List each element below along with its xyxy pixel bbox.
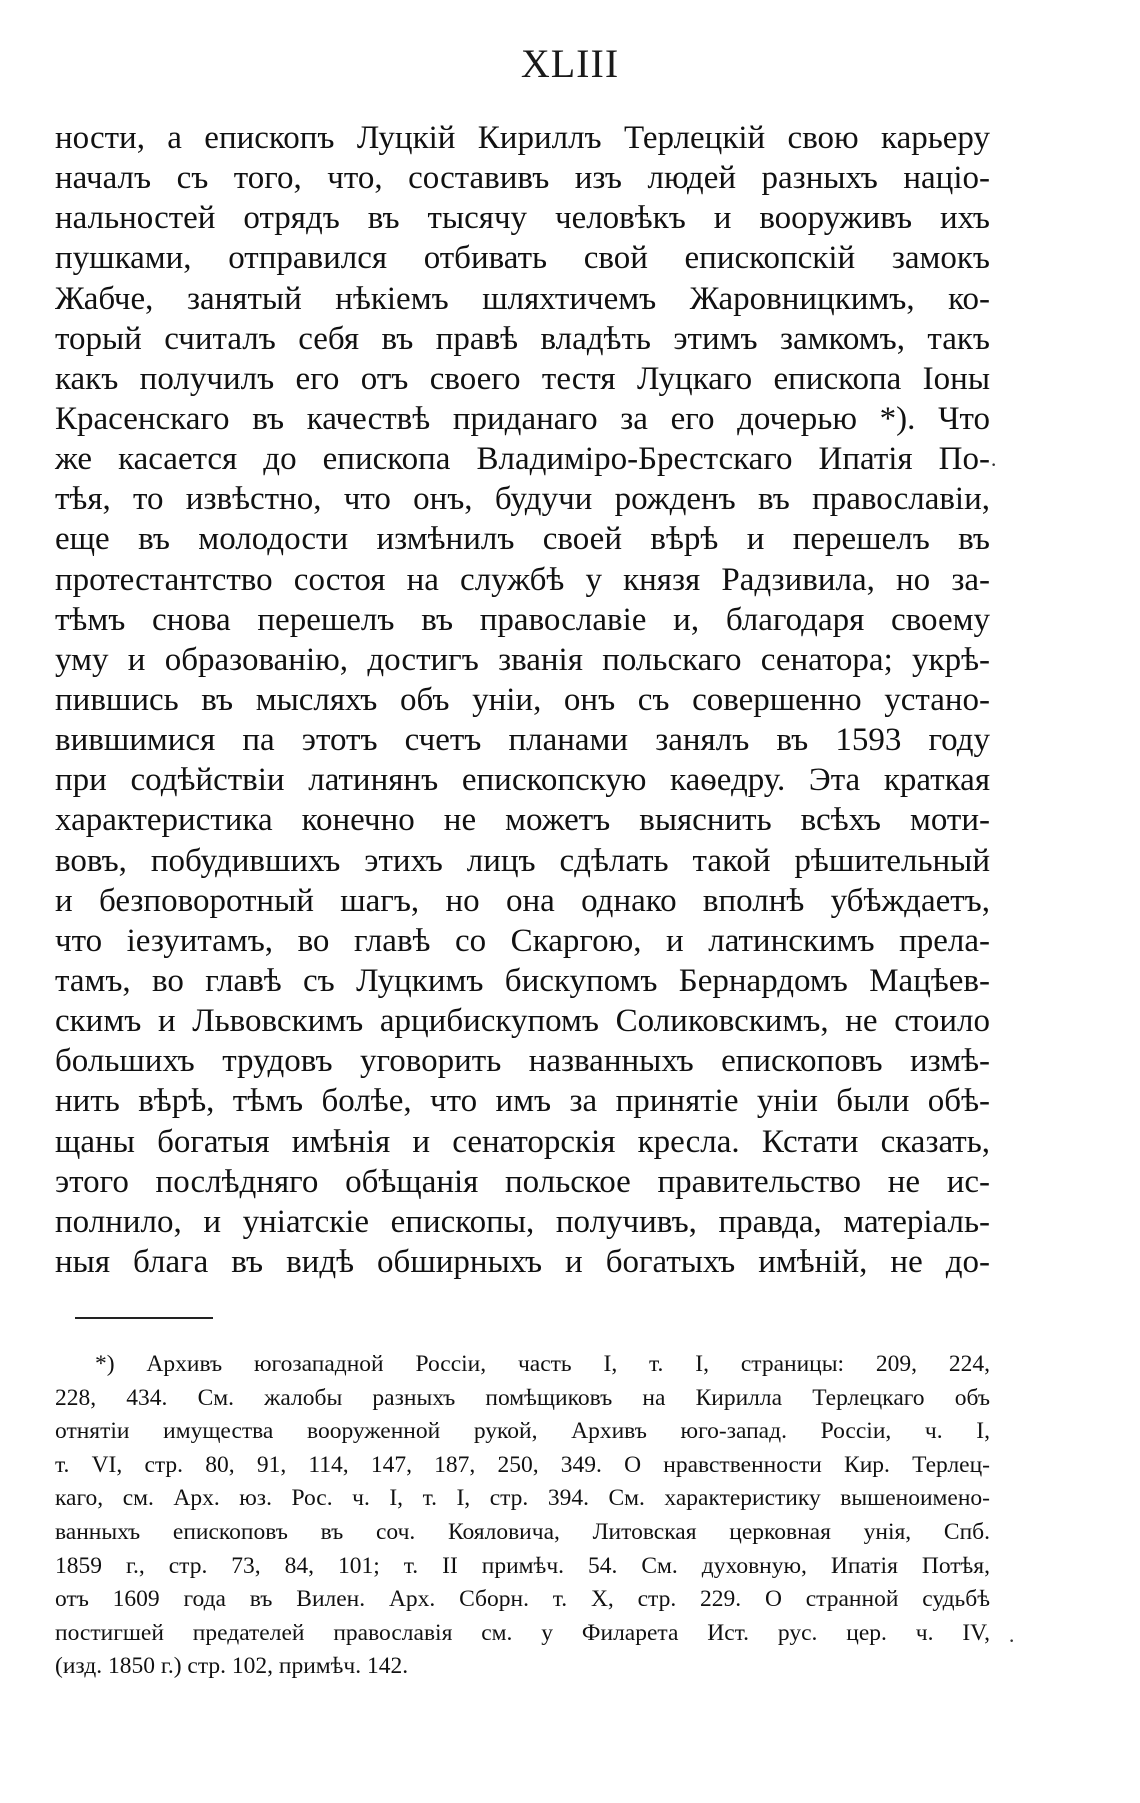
main-text xyxy=(55,118,990,1282)
text-line: характеристика конечно не можетъ выяснить всѣхъ моти- xyxy=(55,802,990,839)
text-line: тѣмъ снова перешелъ въ православіе и, благодаря своему xyxy=(55,601,990,638)
text-line: полнило, и уніатскіе епископы, получивъ, правда, матеріаль- xyxy=(55,1203,990,1240)
footnote-separator xyxy=(75,1317,213,1319)
text-line: торый считалъ себя въ правѣ владѣть этимъ замкомъ, такъ xyxy=(55,320,990,357)
text-line: какъ получилъ его отъ своего тестя Луцкаго епископа Іоны xyxy=(55,360,990,397)
text-line: пушками, отправился отбивать свой епископскій замокъ xyxy=(55,240,990,277)
footnote-line: каго, см. Арх. юз. Рос. ч. I, т. I, стр. 394. См. характеристику вышеноимено- xyxy=(55,1485,990,1512)
text-line: большихъ трудовъ уговорить названныхъ епископовъ измѣ- xyxy=(55,1043,990,1080)
text-line: началъ съ того, что, составивъ изъ людей разныхъ націо- xyxy=(55,160,990,197)
text-line: пившись въ мысляхъ объ уніи, онъ съ совершенно устано- xyxy=(55,681,990,718)
footnote-line: (изд. 1850 г.) стр. 102, примѣч. 142. xyxy=(55,1653,409,1680)
text-line: уму и образованію, достигъ званія польскаго сенатора; укрѣ- xyxy=(55,641,990,678)
text-line: ности, а епископъ Луцкій Кириллъ Терлецкій свою карьеру xyxy=(55,120,990,156)
footnote-line: 228, 434. См. жалобы разныхъ помѣщиковъ на Кирилла Терлецкаго объ xyxy=(55,1384,990,1411)
footnote-line: отнятіи имущества вооруженной рукой, Архивъ юго-запад. Россіи, ч. I, xyxy=(55,1418,990,1445)
text-line: тамъ, во главѣ съ Луцкимъ бискупомъ Бернардомъ Мацѣев- xyxy=(55,962,990,999)
text-line: вившимися па этотъ счетъ планами занялъ въ 1593 году xyxy=(55,722,990,759)
text-line: и безповоротный шагъ, но она однако вполнѣ убѣждаетъ, xyxy=(55,882,990,919)
footnote-line: 1859 г., стр. 73, 84, 101; т. II примѣч. 54. См. духовную, Ипатія Потѣя, xyxy=(55,1552,990,1579)
margin-mark: · xyxy=(990,452,998,477)
page-number: XLIII xyxy=(520,41,620,86)
text-line: нальностей отрядъ въ тысячу человѣкъ и вооруживъ ихъ xyxy=(55,200,990,237)
text-line: протестантство состоя на службѣ у князя Радзивила, но за- xyxy=(55,561,990,598)
text-line: вовъ, побудившихъ этихъ лицъ сдѣлать такой рѣшительный xyxy=(55,842,990,879)
footnote xyxy=(55,1348,990,1684)
text-line: что іезуитамъ, во главѣ со Скаргою, и латинскимъ прела- xyxy=(55,922,990,959)
footnote-line: т. VI, стр. 80, 91, 114, 147, 187, 250, 349. О нравственности Кир. Терлец- xyxy=(55,1451,990,1478)
text-line: еще въ молодости измѣнилъ своей вѣрѣ и перешелъ въ xyxy=(55,521,990,558)
footnote-line: отъ 1609 года въ Вилен. Арх. Сборн. т. X, стр. 229. О странной судьбѣ xyxy=(55,1586,990,1613)
text-line: же касается до епископа Владиміро-Брестскаго Ипатія По- xyxy=(55,441,990,478)
text-line: этого послѣдняго обѣщанія польское правительство не ис- xyxy=(55,1163,990,1200)
footnote-line: постигшей предателей православія см. у Филарета Ист. рус. цер. ч. IV, xyxy=(55,1619,990,1646)
footnote-line: *) Архивъ югозападной Россіи, часть I, т. I, страницы: 209, 224, xyxy=(95,1351,990,1377)
text-line: при содѣйствіи латинянъ епископскую каѳедру. Эта краткая xyxy=(55,762,990,799)
text-line: щаны богатыя имѣнія и сенаторскія кресла. Кстати сказать, xyxy=(55,1123,990,1160)
text-line: нить вѣрѣ, тѣмъ болѣе, что имъ за принятіе уніи были обѣ- xyxy=(55,1083,990,1120)
text-line: тѣя, то извѣстно, что онъ, будучи рожденъ въ православіи, xyxy=(55,481,990,518)
text-line: скимъ и Львовскимъ арцибискупомъ Соликовскимъ, не стоило xyxy=(55,1003,990,1040)
footnote-line: ванныхъ епископовъ въ соч. Кояловича, Литовская церковная унія, Спб. xyxy=(55,1518,990,1545)
text-line: Красенскаго въ качествѣ приданаго за его дочерью *). Что xyxy=(55,400,990,437)
margin-mark: · xyxy=(1008,1628,1016,1653)
text-line: ныя блага въ видѣ обширныхъ и богатыхъ имѣній, не до- xyxy=(55,1243,990,1280)
text-line: Жабче, занятый нѣкіемъ шляхтичемъ Жаровницкимъ, ко- xyxy=(55,280,990,317)
